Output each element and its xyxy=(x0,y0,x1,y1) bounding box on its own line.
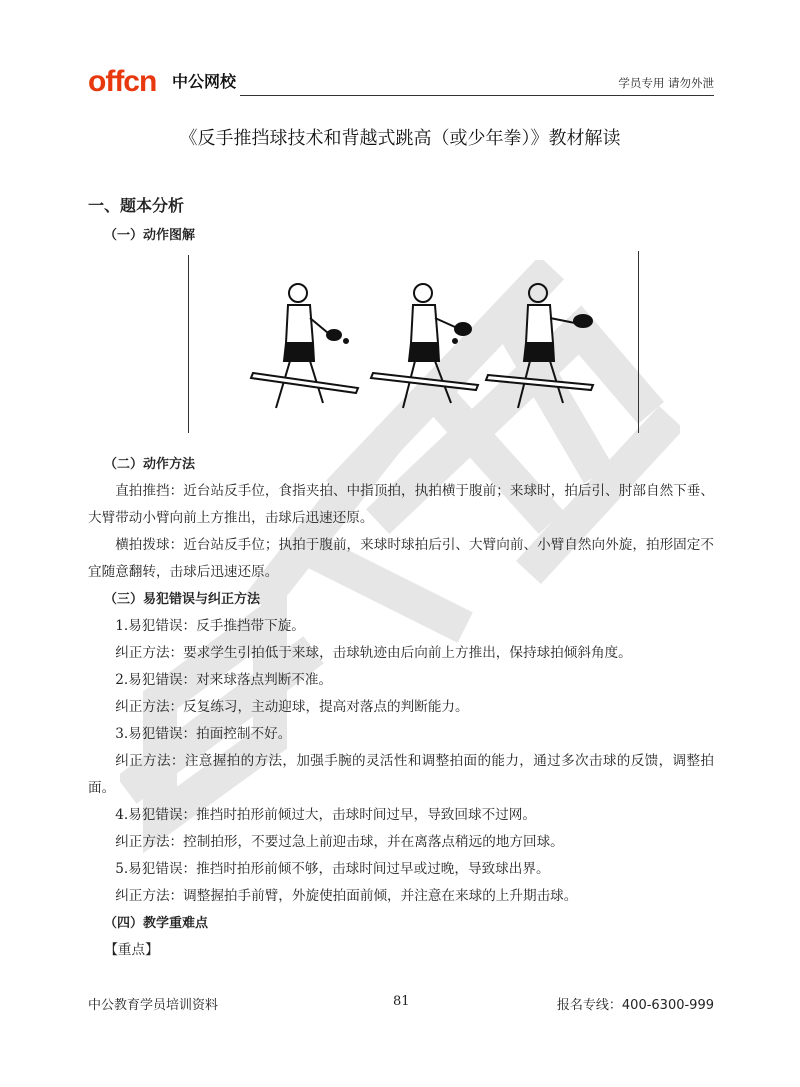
paragraph-shakehand: 横拍拨球：近台站反手位；执拍于腹前，来球时球拍后引、大臂向前、小臂自然向外旋，拍形固定不宜随意翻转，击球后迅速还原。 xyxy=(88,537,714,580)
offcn-logo: offcn xyxy=(88,65,157,98)
error-item: 1.易犯错误：反手推挡带下旋。 xyxy=(115,618,305,634)
fix-item: 纠正方法：反复练习，主动迎球，提高对落点的判断能力。 xyxy=(115,699,469,715)
page-header xyxy=(88,66,714,98)
figure-border-right xyxy=(638,251,639,433)
action-diagram xyxy=(88,251,714,451)
figure-2 xyxy=(371,284,478,408)
key-label: 【重点】 xyxy=(104,942,159,958)
header-rule xyxy=(240,95,714,96)
header-notice: 学员专用 请勿外泄 xyxy=(618,76,714,90)
document-body xyxy=(88,192,714,964)
error-item: 3.易犯错误：拍面控制不好。 xyxy=(115,726,292,742)
subheading-errors: （三）易犯错误与纠正方法 xyxy=(104,592,261,607)
page-footer xyxy=(88,994,714,1014)
fix-item: 纠正方法：要求学生引拍低于来球，击球轨迹由后向前上方推出，保持球拍倾斜角度。 xyxy=(115,645,632,661)
error-item: 5.易犯错误：推挡时拍形前倾不够，击球时间过早或过晚，导致球出界。 xyxy=(115,861,550,877)
footer-hotline: 报名专线：400-6300-999 xyxy=(556,998,714,1013)
figure-1 xyxy=(251,284,358,408)
page-title: 《反手推挡球技术和背越式跳高（或少年拳）》教材解读 xyxy=(179,128,621,149)
paragraph-straight-grip: 直拍推挡：近台站反手位，食指夹拍、中指顶拍，执拍横于腹前；来球时，拍后引、肘部自然下垂、大臂带动小臂向前上方推出，击球后迅速还原。 xyxy=(88,483,714,526)
fix-item: 纠正方法：控制拍形，不要过急上前迎击球，并在离落点稍远的地方回球。 xyxy=(115,834,564,850)
footer-left: 中公教育学员培训资料 xyxy=(88,998,219,1013)
error-item: 4.易犯错误：推挡时拍形前倾过大，击球时间过早，导致回球不过网。 xyxy=(115,807,536,823)
subheading-method: （二）动作方法 xyxy=(104,457,196,472)
table-tennis-figures xyxy=(238,263,598,433)
section-heading: 一、题本分析 xyxy=(88,196,185,215)
subheading-key-points: （四）教学重难点 xyxy=(104,916,209,931)
fix-item: 纠正方法：注意握拍的方法，加强手腕的灵活性和调整拍面的能力，通过多次击球的反馈，调整拍面。 xyxy=(88,753,714,796)
error-item: 2.易犯错误：对来球落点判断不准。 xyxy=(115,672,333,688)
page-number: 81 xyxy=(393,994,410,1009)
figure-border-left xyxy=(188,255,189,433)
subheading-diagram: （一）动作图解 xyxy=(104,228,196,243)
logo-text: 中公网校 xyxy=(172,72,237,91)
figure-3 xyxy=(486,284,593,408)
fix-item: 纠正方法：调整握拍手前臂，外旋使拍面前倾，并注意在来球的上升期击球。 xyxy=(115,888,578,904)
